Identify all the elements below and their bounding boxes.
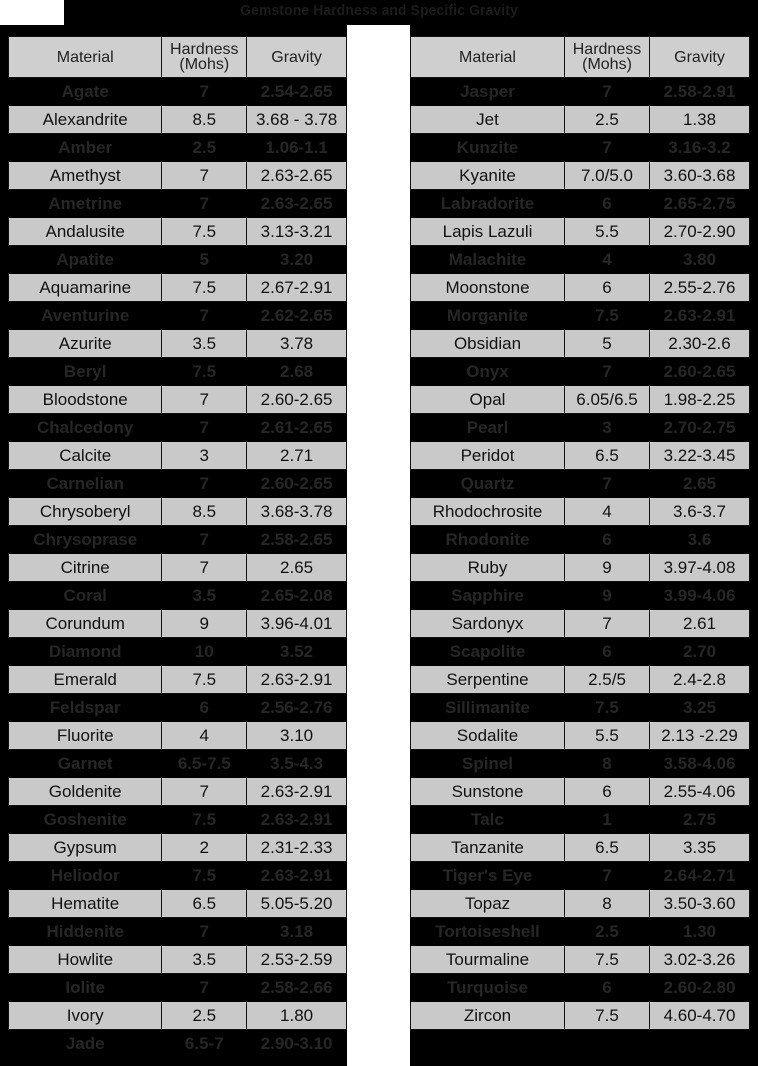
hardness-cell: 7 (162, 190, 247, 218)
table-row (9, 470, 347, 498)
hardness-cell: 5 (162, 246, 247, 274)
table-row (9, 162, 347, 190)
right-table-panel (410, 25, 758, 1066)
gravity-cell: 2.60-2.65 (650, 358, 750, 386)
material-cell: Sardonyx (411, 610, 565, 638)
table-row (9, 778, 347, 806)
table-row (411, 750, 750, 778)
hardness-cell: 7 (565, 134, 650, 162)
table-row (9, 414, 347, 442)
hardness-cell: 7.5 (565, 302, 650, 330)
gravity-cell: 2.90-3.10 (247, 1030, 347, 1058)
hardness-cell: 7.5 (162, 274, 247, 302)
gravity-cell: 2.67-2.91 (247, 274, 347, 302)
table-row (9, 274, 347, 302)
material-cell: Kyanite (411, 162, 565, 190)
material-cell: Ruby (411, 554, 565, 582)
table-row (9, 218, 347, 246)
gravity-cell: 2.70-2.75 (650, 414, 750, 442)
gravity-cell: 3.25 (650, 694, 750, 722)
gravity-cell: 2.64-2.71 (650, 862, 750, 890)
material-cell: Corundum (9, 610, 162, 638)
gravity-cell: 2.68 (247, 358, 347, 386)
gravity-cell: 3.02-3.26 (650, 946, 750, 974)
material-cell: Fluorite (9, 722, 162, 750)
hardness-cell: 7.5 (565, 946, 650, 974)
table-row (9, 610, 347, 638)
hardness-cell: 2.5 (162, 1002, 247, 1030)
gravity-cell: 3.16-3.2 (650, 134, 750, 162)
gravity-cell: 3.50-3.60 (650, 890, 750, 918)
material-cell: Obsidian (411, 330, 565, 358)
left-table-body (9, 78, 347, 1058)
hardness-cell: 9 (565, 582, 650, 610)
material-cell: Tiger's Eye (411, 862, 565, 890)
table-row (411, 554, 750, 582)
gravity-cell: 3.68-3.78 (247, 498, 347, 526)
hardness-cell: 7 (565, 358, 650, 386)
table-row (411, 274, 750, 302)
table-row (9, 106, 347, 134)
gravity-cell: 2.70 (650, 638, 750, 666)
gravity-cell: 2.54-2.65 (247, 78, 347, 106)
material-cell: Talc (411, 806, 565, 834)
material-cell: Rhodonite (411, 526, 565, 554)
material-cell: Sapphire (411, 582, 565, 610)
hardness-cell: 7 (162, 974, 247, 1002)
hardness-cell: 5 (565, 330, 650, 358)
table-row (411, 946, 750, 974)
gravity-cell: 2.61 (650, 610, 750, 638)
hardness-cell: 6.5-7.5 (162, 750, 247, 778)
table-row (411, 582, 750, 610)
material-cell: Lapis Lazuli (411, 218, 565, 246)
hardness-cell: 4 (565, 498, 650, 526)
hardness-cell: 6 (565, 274, 650, 302)
table-row (411, 470, 750, 498)
gravity-cell: 1.30 (650, 918, 750, 946)
hardness-cell: 5.5 (565, 218, 650, 246)
gravity-cell: 2.4-2.8 (650, 666, 750, 694)
hardness-cell: 7 (162, 386, 247, 414)
table-row (9, 694, 347, 722)
gravity-cell: 2.13 -2.29 (650, 722, 750, 750)
gravity-cell: 2.60-2.65 (247, 386, 347, 414)
material-cell: Agate (9, 78, 162, 106)
material-cell: Apatite (9, 246, 162, 274)
material-cell: Tanzanite (411, 834, 565, 862)
material-cell: Sodalite (411, 722, 565, 750)
hardness-cell: 6.5 (162, 890, 247, 918)
material-cell: Coral (9, 582, 162, 610)
material-cell: Amethyst (9, 162, 162, 190)
gravity-cell: 3.6 (650, 526, 750, 554)
gravity-cell: 2.71 (247, 442, 347, 470)
material-cell: Spinel (411, 750, 565, 778)
table-row (411, 414, 750, 442)
table-row (411, 722, 750, 750)
material-cell: Hiddenite (9, 918, 162, 946)
material-cell: Andalusite (9, 218, 162, 246)
hardness-cell: 4 (565, 246, 650, 274)
gravity-cell: 2.65-2.75 (650, 190, 750, 218)
gravity-cell: 3.60-3.68 (650, 162, 750, 190)
gravity-cell: 3.97-4.08 (650, 554, 750, 582)
material-cell: Feldspar (9, 694, 162, 722)
hardness-cell: 3 (162, 442, 247, 470)
material-cell: Azurite (9, 330, 162, 358)
hardness-cell: 7.5 (565, 694, 650, 722)
table-row (9, 246, 347, 274)
hardness-cell: 8 (565, 890, 650, 918)
gravity-cell: 2.60-2.80 (650, 974, 750, 1002)
gravity-cell: 2.65 (650, 470, 750, 498)
table-row (9, 722, 347, 750)
hardness-cell: 2.5/5 (565, 666, 650, 694)
gravity-cell: 2.65-2.08 (247, 582, 347, 610)
gravity-cell: 3.18 (247, 918, 347, 946)
hardness-cell: 7 (162, 778, 247, 806)
table-row (9, 386, 347, 414)
gravity-cell: 4.60-4.70 (650, 1002, 750, 1030)
material-cell: Zircon (411, 1002, 565, 1030)
left-table-panel (0, 25, 347, 1066)
hardness-cell: 7.5 (162, 666, 247, 694)
material-cell: Heliodor (9, 862, 162, 890)
hardness-cell: 7 (162, 554, 247, 582)
hardness-header-line1: Hardness (170, 41, 239, 58)
hardness-cell: 7.5 (162, 358, 247, 386)
material-cell: Topaz (411, 890, 565, 918)
gravity-cell: 2.55-2.76 (650, 274, 750, 302)
material-cell: Bloodstone (9, 386, 162, 414)
gravity-cell: 2.63-2.91 (247, 666, 347, 694)
material-cell: Beryl (9, 358, 162, 386)
material-cell: Pearl (411, 414, 565, 442)
material-cell: Scapolite (411, 638, 565, 666)
table-row (9, 666, 347, 694)
hardness-cell: 7 (162, 78, 247, 106)
table-row (9, 302, 347, 330)
material-cell: Chrysoberyl (9, 498, 162, 526)
material-cell: Tortoiseshell (411, 918, 565, 946)
material-cell: Chalcedony (9, 414, 162, 442)
gravity-cell: 3.52 (247, 638, 347, 666)
material-cell: Calcite (9, 442, 162, 470)
hardness-header (565, 37, 650, 78)
table-row (9, 750, 347, 778)
material-cell: Alexandrite (9, 106, 162, 134)
material-cell: Tourmaline (411, 946, 565, 974)
gravity-cell: 1.06-1.1 (247, 134, 347, 162)
table-header-row (411, 37, 750, 78)
gravity-cell: 2.63-2.91 (247, 862, 347, 890)
material-cell: Jade (9, 1030, 162, 1058)
table-row (411, 134, 750, 162)
gravity-cell: 1.80 (247, 1002, 347, 1030)
hardness-cell: 6 (565, 778, 650, 806)
table-row (9, 806, 347, 834)
table-row (411, 918, 750, 946)
hardness-cell: 2 (162, 834, 247, 862)
hardness-cell: 6.5 (565, 834, 650, 862)
hardness-cell: 10 (162, 638, 247, 666)
hardness-cell: 6 (565, 526, 650, 554)
hardness-cell: 3.5 (162, 330, 247, 358)
table-row (411, 442, 750, 470)
table-header-row (9, 37, 347, 78)
table-row (9, 358, 347, 386)
gravity-cell: 2.31-2.33 (247, 834, 347, 862)
gravity-cell: 3.5-4.3 (247, 750, 347, 778)
material-cell: Ivory (9, 1002, 162, 1030)
gravity-cell: 3.22-3.45 (650, 442, 750, 470)
table-row (411, 78, 750, 106)
table-row (411, 386, 750, 414)
material-cell: Garnet (9, 750, 162, 778)
material-cell: Sillimanite (411, 694, 565, 722)
gravity-cell: 2.61-2.65 (247, 414, 347, 442)
hardness-cell: 6.5-7 (162, 1030, 247, 1058)
table-row (411, 302, 750, 330)
material-cell: Diamond (9, 638, 162, 666)
material-cell: Gypsum (9, 834, 162, 862)
material-cell: Goldenite (9, 778, 162, 806)
table-row (411, 666, 750, 694)
table-row (411, 862, 750, 890)
material-cell: Morganite (411, 302, 565, 330)
table-row (411, 834, 750, 862)
hardness-cell: 6 (565, 638, 650, 666)
table-row (9, 526, 347, 554)
table-row (411, 694, 750, 722)
material-cell: Opal (411, 386, 565, 414)
gravity-cell: 3.13-3.21 (247, 218, 347, 246)
hardness-cell: 7.5 (565, 1002, 650, 1030)
hardness-cell: 9 (565, 554, 650, 582)
gravity-cell: 3.58-4.06 (650, 750, 750, 778)
hardness-cell: 5.5 (565, 722, 650, 750)
hardness-cell: 6 (565, 190, 650, 218)
material-cell: Rhodochrosite (411, 498, 565, 526)
table-row (411, 330, 750, 358)
material-cell: Hematite (9, 890, 162, 918)
gravity-cell: 5.05-5.20 (247, 890, 347, 918)
hardness-cell: 8.5 (162, 106, 247, 134)
table-row (9, 190, 347, 218)
table-row (411, 610, 750, 638)
table-row (9, 330, 347, 358)
material-cell: Iolite (9, 974, 162, 1002)
hardness-cell: 7 (565, 862, 650, 890)
material-cell: Citrine (9, 554, 162, 582)
table-row (411, 106, 750, 134)
gravity-cell: 2.55-4.06 (650, 778, 750, 806)
hardness-cell: 6.05/6.5 (565, 386, 650, 414)
material-cell: Aquamarine (9, 274, 162, 302)
table-row (9, 78, 347, 106)
gravity-cell: 2.65 (247, 554, 347, 582)
hardness-cell: 7 (162, 162, 247, 190)
gravity-cell: 3.10 (247, 722, 347, 750)
table-row (411, 526, 750, 554)
hardness-cell: 2.5 (565, 918, 650, 946)
hardness-cell: 6 (565, 974, 650, 1002)
hardness-cell: 7 (565, 470, 650, 498)
material-cell: Aventurine (9, 302, 162, 330)
hardness-cell: 7 (162, 302, 247, 330)
material-cell: Peridot (411, 442, 565, 470)
hardness-cell: 2.5 (565, 106, 650, 134)
table-row (9, 918, 347, 946)
material-cell: Carnelian (9, 470, 162, 498)
hardness-cell: 3.5 (162, 946, 247, 974)
gravity-cell: 3.78 (247, 330, 347, 358)
table-row (411, 358, 750, 386)
material-header: Material (411, 37, 565, 78)
gravity-header: Gravity (247, 37, 347, 78)
table-row (9, 582, 347, 610)
gravity-cell: 2.60-2.65 (247, 470, 347, 498)
hardness-cell: 8 (565, 750, 650, 778)
gravity-cell: 2.75 (650, 806, 750, 834)
gravity-cell: 2.62-2.65 (247, 302, 347, 330)
table-row (411, 190, 750, 218)
table-row (9, 442, 347, 470)
material-cell: Howlite (9, 946, 162, 974)
table-row (411, 890, 750, 918)
table-row (9, 554, 347, 582)
gravity-cell: 2.63-2.91 (247, 778, 347, 806)
table-row (9, 974, 347, 1002)
gravity-cell: 2.63-2.65 (247, 190, 347, 218)
material-cell: Chrysoprase (9, 526, 162, 554)
hardness-cell: 6.5 (565, 442, 650, 470)
hardness-header-line1: Hardness (572, 41, 642, 58)
material-cell: Ametrine (9, 190, 162, 218)
hardness-header (162, 37, 247, 78)
table-row (411, 162, 750, 190)
hardness-cell: 7 (565, 78, 650, 106)
gravity-cell: 1.38 (650, 106, 750, 134)
gravity-cell: 2.63-2.91 (650, 302, 750, 330)
hardness-cell: 4 (162, 722, 247, 750)
hardness-cell: 7 (162, 414, 247, 442)
gravity-cell: 2.63-2.65 (247, 162, 347, 190)
material-cell: Labradorite (411, 190, 565, 218)
right-table (410, 36, 750, 1030)
table-row (411, 246, 750, 274)
table-row (411, 778, 750, 806)
material-cell: Turquoise (411, 974, 565, 1002)
gravity-cell: 3.96-4.01 (247, 610, 347, 638)
hardness-cell: 3.5 (162, 582, 247, 610)
table-row (411, 974, 750, 1002)
gravity-cell: 2.56-2.76 (247, 694, 347, 722)
gravity-cell: 2.53-2.59 (247, 946, 347, 974)
table-row (9, 1002, 347, 1030)
material-cell: Sunstone (411, 778, 565, 806)
table-row (9, 834, 347, 862)
gravity-cell: 2.30-2.6 (650, 330, 750, 358)
material-cell: Onyx (411, 358, 565, 386)
hardness-cell: 7.0/5.0 (565, 162, 650, 190)
hardness-cell: 7 (565, 610, 650, 638)
table-row (411, 218, 750, 246)
hardness-cell: 7.5 (162, 862, 247, 890)
hardness-cell: 2.5 (162, 134, 247, 162)
hardness-cell: 3 (565, 414, 650, 442)
material-cell: Kunzite (411, 134, 565, 162)
gravity-cell: 3.6-3.7 (650, 498, 750, 526)
material-cell: Quartz (411, 470, 565, 498)
table-row (411, 1002, 750, 1030)
table-row (9, 946, 347, 974)
material-cell: Jet (411, 106, 565, 134)
hardness-cell: 9 (162, 610, 247, 638)
table-row (9, 134, 347, 162)
hardness-cell: 8.5 (162, 498, 247, 526)
gravity-cell: 3.35 (650, 834, 750, 862)
hardness-header-line2: (Mohs) (582, 56, 632, 73)
hardness-cell: 7 (162, 918, 247, 946)
hardness-cell: 7 (162, 470, 247, 498)
table-row (9, 498, 347, 526)
gravity-cell: 3.99-4.06 (650, 582, 750, 610)
gravity-cell: 3.68 - 3.78 (247, 106, 347, 134)
right-table-body (411, 78, 750, 1030)
table-row (9, 862, 347, 890)
material-cell: Emerald (9, 666, 162, 694)
table-row (9, 890, 347, 918)
hardness-cell: 6 (162, 694, 247, 722)
material-cell: Malachite (411, 246, 565, 274)
hardness-cell: 7.5 (162, 806, 247, 834)
material-cell: Moonstone (411, 274, 565, 302)
material-cell: Goshenite (9, 806, 162, 834)
table-row (9, 1030, 347, 1058)
table-row (9, 638, 347, 666)
hardness-cell: 1 (565, 806, 650, 834)
material-cell: Jasper (411, 78, 565, 106)
left-table (8, 36, 347, 1058)
hardness-cell: 7.5 (162, 218, 247, 246)
material-cell: Amber (9, 134, 162, 162)
table-row (411, 638, 750, 666)
table-row (411, 806, 750, 834)
gravity-cell: 2.58-2.66 (247, 974, 347, 1002)
material-header: Material (9, 37, 162, 78)
hardness-header-line2: (Mohs) (179, 56, 230, 73)
material-cell: Serpentine (411, 666, 565, 694)
gravity-cell: 3.20 (247, 246, 347, 274)
gravity-header: Gravity (650, 37, 750, 78)
gravity-cell: 2.58-2.91 (650, 78, 750, 106)
gravity-cell: 1.98-2.25 (650, 386, 750, 414)
gravity-cell: 2.63-2.91 (247, 806, 347, 834)
page-title: Gemstone Hardness and Specific Gravity (240, 2, 518, 19)
gravity-cell: 3.80 (650, 246, 750, 274)
gravity-cell: 2.70-2.90 (650, 218, 750, 246)
table-row (411, 498, 750, 526)
gravity-cell: 2.58-2.65 (247, 526, 347, 554)
hardness-cell: 7 (162, 526, 247, 554)
